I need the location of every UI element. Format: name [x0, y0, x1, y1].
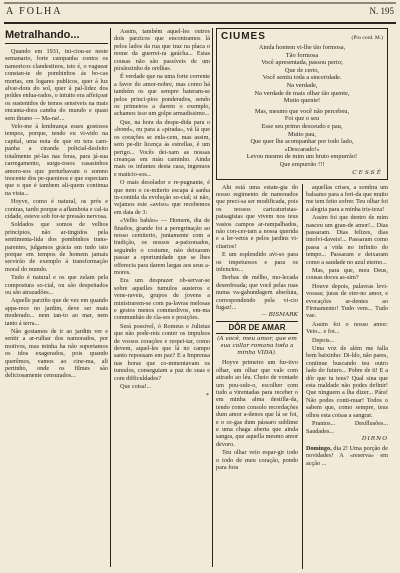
- notice-domingo: [306, 445, 388, 467]
- subcolumn-right: [306, 184, 388, 570]
- verse-line: Tão formosa: [285, 51, 319, 59]
- notice-text: dia 2! Uma porção de novidades! A «reserva» em acção ...: [306, 444, 388, 467]
- verse-line: Você sentiu toda a sinceridade.: [262, 74, 342, 82]
- article-title-metralhando: Metralhando...: [5, 29, 108, 44]
- verse-line: Que de certo,: [284, 66, 320, 74]
- paragraph: «Velho babão» — Homem, dia de finados, grande foi a peregrinação ao nosso cemiterio, juntamente com a tradição, os nossos a-paixonados, seguindo o costume, não deixaram passar a oportunidade que se lhes offerecia para darem largas aos seus a-mores.: [114, 217, 210, 276]
- article-epigraph: (A você, meu amor, que em sua collar romana toda a minha VIDA).: [217, 336, 297, 357]
- paragraph: Era um desprazer ob-servar-se sobre aquelles tumulos austeros e vene-raveis, grupos de jovens a ministrarem-se com pa-lavras melosas e gestos menos commedivos, em-ma communhão de cla-ses e posições.: [114, 277, 210, 322]
- newspaper-name: A FOLHA: [6, 5, 63, 17]
- paragraph: Tudo é natural e os que zelam pela compostura so-cial, ou são despeitados ou são atrazadões...: [5, 274, 108, 296]
- paragraph: Ahi está uma estate-gia do nosso regimento de namorados que preci-sa ser modificada, pois os nossos caricaturistas-paisagistas que vivem nos teus vastos campos ar-rampalhados, não con-cer-tam a nossa querida e a ler-vetos e pelos jardins vi-citarios!: [216, 183, 298, 250]
- verse-line: Mas, mesmo que você não percebeu,: [254, 107, 350, 115]
- verse-line: Que empurrão !!!: [279, 160, 325, 168]
- verse-line: Levou mesmo de mim um bruto empurrão!: [246, 153, 358, 161]
- article-title-dor-de-amar: DÔR DE AMAR: [216, 321, 298, 334]
- page-header: [0, 0, 400, 22]
- poem-byline: (Pro cord. M.): [351, 35, 383, 41]
- paragraph: Hoyve primeiro um fur-tivo olhar, um olhar que vale com atirado ao léu. Cheio de vontade um pou-sule-o, escolher com tudo a virentadas para receber o em minha alma destilla-da, tendo como consolo recordações dum amor a-denos que lá se foi, e o ce-gas dum pássaro sublime e uma chaga aberta que ainda sangra, que aquella mesmo amor devoro.: [216, 359, 298, 448]
- verse-line: «Descarado!»: [284, 145, 320, 153]
- paragraph: Prantos... Desillusões... Saudades...: [306, 420, 388, 435]
- article-signature: — BISMARK: [261, 312, 298, 319]
- poem-box-ciumes: [216, 28, 388, 180]
- paragraph: Teu olhar veio espar-gir todo o todo de meu coração, pondo para fora: [216, 449, 298, 472]
- column-two: [114, 28, 210, 569]
- paragraph: Assim foi o nosso amor: Veio... e foi...: [306, 320, 388, 336]
- issue-number: N. 195: [369, 6, 394, 16]
- subcolumn-divider: [302, 184, 303, 570]
- verse-line: Esse seu primo desceudo e pau,: [261, 122, 343, 130]
- verse-line: Que quer lhe acompanhar por todo lado,: [250, 138, 354, 146]
- poem-signature: CESSÉ: [352, 169, 383, 176]
- paragraph: Não gostamos de ir ao jardim ver e sentir a ar-rulhar dos namorados, por motivos, mas minha ha não suportamos os idos exagerados, pois quando querêmos, vamos ao cine-ma, ali pertinho, onde os filmes são deliciosamente censurados...: [5, 328, 108, 380]
- section-mark: *: [206, 392, 210, 399]
- paragraph: aquellas crises, a sombra um balsamo para a feri-da que muito me tem feito sofrer. Teu olhar foi a alegria para a minha tris-teza!: [306, 183, 388, 213]
- paragraph: Que coisa!...: [120, 383, 152, 391]
- paragraph: É verdade que na uma forte corrente a favor do amor-nobre, mas como há também os que sempre bateram-se pelos princi-pios ponderados, sendo os primeiros a darem o exemplo, achamos isso um golpe armadissimo...: [114, 73, 210, 118]
- paragraph: E um esplendido avi-so para os impetuosos e para os infenctos...: [216, 251, 298, 273]
- poem-title: CIUMES: [221, 31, 266, 42]
- paragraph: Mas, para que, meu Deus, cousas doces as-sim?: [306, 266, 388, 282]
- paragraph: O mais desolador e re-pugnante, é que nem o ce-miterio escapa á sanha in-contida da evolução so-cial; si não, vejamos este «aviso» que recebemos em data de 3:: [114, 179, 210, 216]
- verse-line: Muito quente!: [283, 97, 321, 105]
- verse-line: Na verdade,: [286, 81, 318, 89]
- paragraph: Assim, também aquel-les outros dois parzicos que encontramos lá pelos lados da rua que traz na placa o nome da guerrei-ra gaúcha... Estas cousas não são passíveis de um puxãozinho de orelhas.: [114, 28, 210, 73]
- paragraph: Depois...: [312, 336, 335, 344]
- paragraph: Houve depois, palavras levi-vossas; juras de eter-no amor, e evocações ar-dentes ao Firmamento! Tudo vem... Tudo vae.: [306, 282, 388, 320]
- verse-line: Muito pau,: [287, 130, 317, 138]
- paragraph: Uma voz de além me falla bem baixinho: Di-ldo, não pares, continue buscando teu outro lado do futuro... Pobre de ti! E a dôr que tu tens? Qual sina que esta maldade não podes definir! Que ninguem a lha dizer... Pára! Não podes conti-nuar! Todos o sabem que, como sempre, teus olhos esta coisas a sangrar.: [306, 345, 388, 419]
- verse-line: Você apresentada, passou perto;: [261, 59, 343, 67]
- verse-line: Na verdade de mais olhar tão quente,: [254, 89, 350, 97]
- paragraph: Soldados que somos de velhos princípios, não ar-tingidos pela sentimenta-lida dos pombinhos trans-parentes, julgamos grácia em tudo isto porque em tempos de homem jamais servirão de exemplo á transformação moral do mundo.: [5, 221, 108, 273]
- notice-lead: Domingo,: [306, 444, 332, 452]
- paragraph: Assim foi que dentro de mim nasceu um gran-de amor!... Dias passaram. Dias felizes, dias imolvi-daveis!... Passaram como passa a vida no infinito do tempo... Passaram e deixaram como a saudade no azul eterno...: [306, 214, 388, 266]
- column-metralhando: [5, 28, 108, 569]
- paragraph: Velo-me á lembrança esses gostosos tempos, porque, tendo eu vi-vido na capital, uma nota de que eu tera cam-panha a ciranda policial-desfeito totalmente pé-las nas feras, para já-sua carregamento, surge-tosos casasinhos amoro-sos que perturbavam o somno inocente dos pe-queninos e que espectam que o que é tambem ali-quem continua na vista...: [5, 123, 108, 197]
- subcolumn-left: [216, 184, 298, 570]
- verse-line: Ainda hontem vi-lhe tão formosa,: [258, 44, 346, 51]
- paragraph: Hoyve, como é natural, os prós e contras, tardo porque a aflamboia e cal-ta cidade, esteve sob for-te pressão nervosa.: [5, 198, 108, 220]
- paragraph: Que, na hora da despe-dida para o «bond», ou para a «pirada», vá lá que os corações se enla-cem, mas assim, sem pe-dir licença ás estrellas, é um perigo... Vocês dei-xam as nossas creanças em máu caminho. Ainda mais os infantes desta casa, ingenuos e maticio-sos...: [114, 118, 210, 178]
- paragraph: Aquelle parziño que de vez em quando appa-rece no jardim, deve ser mais moderado... nem tan-to ao mar, nem tanto á terra...: [5, 297, 108, 327]
- column-three: [216, 28, 388, 569]
- paragraph: Berbas de mélho, mo-lecada desenfreada; que você pelas ruas numa va-gabundagem absoluta, correspondendo pela vi-cio fugaz!...: [216, 274, 298, 311]
- poem-header: [221, 31, 383, 42]
- column-divider: [212, 28, 213, 567]
- header-cap-rule: [0, 0, 400, 21]
- header-rule: [4, 22, 396, 24]
- verse-line: Foi que o seu: [284, 115, 320, 123]
- column-three-subcolumns: [216, 184, 388, 570]
- column-divider: [110, 28, 111, 567]
- paragraph: Será possivel, ó Romeus e Julietas que não pode-reis conter os impulsos de vossos corações e respei-tar, como devem, aquel-les que lá no campo santo repousam em paz? E a Imprensa nas horas que co-mmentavam os tumulos, conseguiam a paz de suas e com difficuldades?: [114, 322, 210, 382]
- article-signature: DIRNO: [361, 435, 388, 442]
- paragraph: Quando em 1931, ini-ciou-se neste semanario, forte campanha contra os namoricos clandestinos, isto é, o vaguear constan-te de pombinhos ás bo-cas mortas, em logares publicos, quer á luz alvar-dora do sol, quer á pal-lidez dos poldes enlua-rados, o intuito era affeiçoar os sustenidos de temos sensiveis na mais encanta-dora camba do mundo e quasi sem thrano — Ma-na!...: [5, 48, 108, 122]
